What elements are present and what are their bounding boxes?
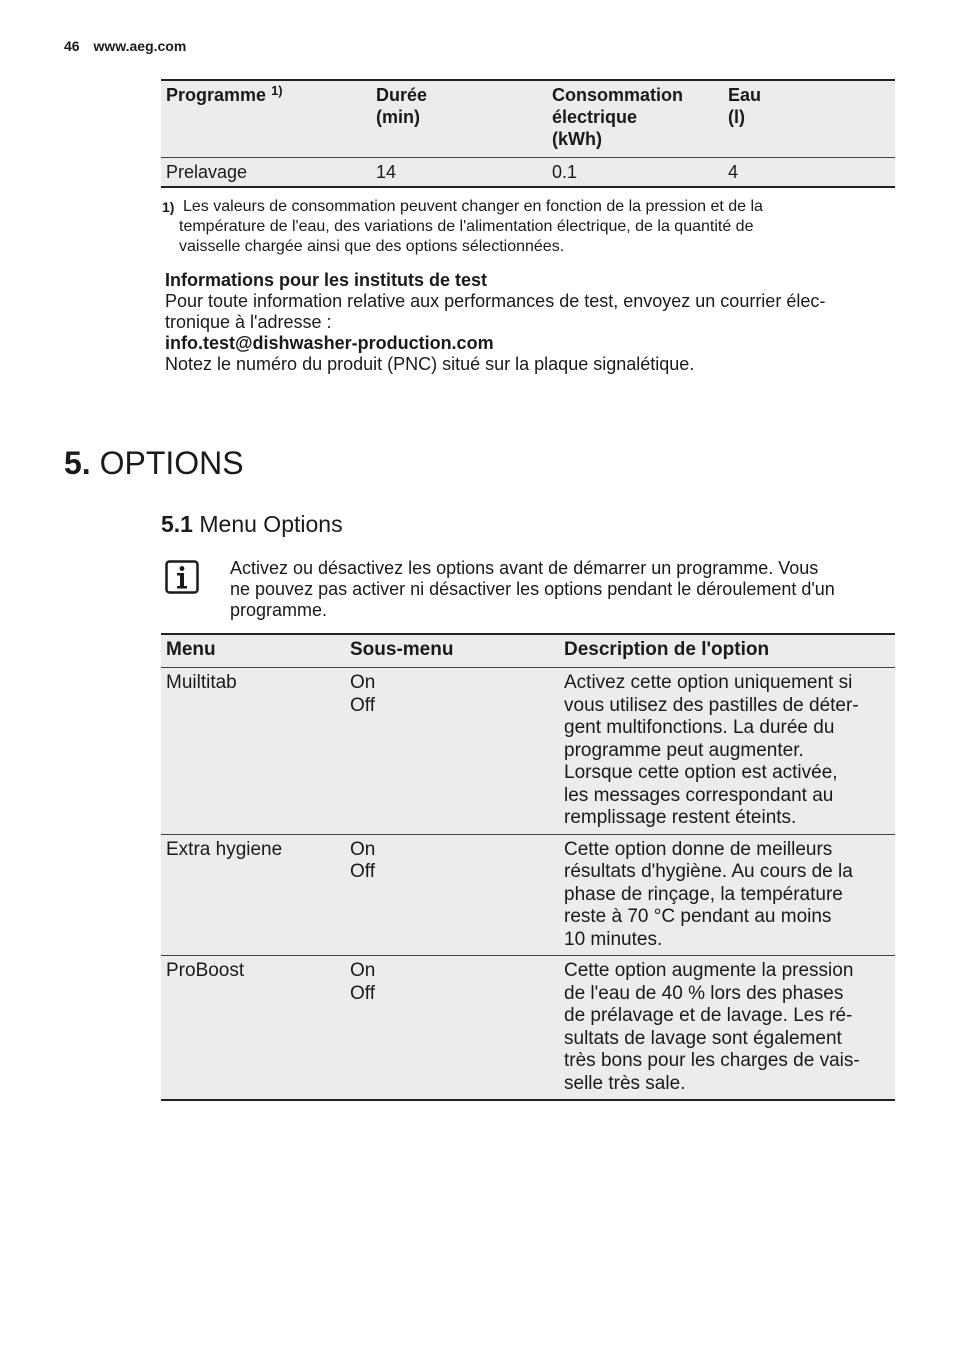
header-line: Durée bbox=[376, 85, 428, 105]
header-line: Eau bbox=[728, 85, 762, 105]
header-line: électrique bbox=[552, 107, 638, 127]
cell-description-line: Cette option donne de meilleurs bbox=[564, 838, 833, 860]
header-description: Description de l'option bbox=[564, 639, 770, 660]
footnote-line: température de l'eau, des variations de l'alimentation électrique, de la quantité de bbox=[179, 218, 754, 235]
cell-description-line: 10 minutes. bbox=[564, 928, 663, 950]
footnote bbox=[162, 197, 862, 257]
cell-consommation: 0.1 bbox=[552, 162, 578, 182]
header-line: (kWh) bbox=[552, 129, 602, 149]
cell-description-line: Activez cette option uniquement si bbox=[564, 672, 853, 693]
note-text bbox=[230, 558, 890, 621]
table-header-row bbox=[161, 634, 895, 668]
cell-description-line: remplissage restent éteints. bbox=[564, 807, 797, 828]
cell-menu-line: ProBoost bbox=[166, 960, 245, 981]
cell-sous-menu-line: On bbox=[350, 672, 376, 693]
cell-description bbox=[559, 834, 895, 956]
cell-sous-menu-line: On bbox=[350, 960, 376, 981]
footnote-mark: 1) bbox=[162, 199, 175, 215]
header-sous-menu: Sous-menu bbox=[350, 639, 454, 660]
cell-description-line: reste à 70 °C pendant au moins bbox=[564, 906, 832, 927]
table-row bbox=[161, 834, 895, 956]
cell-programme: Prelavage bbox=[166, 162, 248, 182]
page-number: 46 bbox=[64, 38, 80, 54]
table-row bbox=[161, 158, 895, 188]
page-header bbox=[64, 38, 186, 54]
subsection-number: 5.1 bbox=[161, 511, 193, 537]
footnote-line: Les valeurs de consommation peuvent changer en fonction de la pression et de la bbox=[183, 198, 763, 215]
cell-description-line: Cette option augmente la pression bbox=[564, 960, 854, 981]
cell-eau: 4 bbox=[728, 162, 739, 182]
cell-description-line: selle très sale. bbox=[564, 1072, 686, 1094]
cell-sous-menu bbox=[345, 834, 559, 956]
cell-sous-menu bbox=[345, 956, 559, 1101]
test-info-text: Pour toute information relative aux performances de test, envoyez un courrier élec- bbox=[165, 291, 826, 311]
test-info-email[interactable]: info.test@dishwasher-production.com bbox=[165, 333, 494, 353]
cell-description-line: vous utilisez des pastilles de déter- bbox=[564, 694, 859, 716]
cell-sous-menu-line: Off bbox=[350, 982, 375, 1004]
cell-menu bbox=[161, 668, 345, 835]
cell-menu-line: Muiltitab bbox=[166, 672, 237, 693]
section-number: 5. bbox=[64, 445, 91, 481]
cell-description bbox=[559, 668, 895, 835]
cell-menu-line: Extra hygiene bbox=[166, 838, 283, 860]
test-info-text: Notez le numéro du produit (PNC) situé sur la plaque signalétique. bbox=[165, 354, 695, 374]
consumption-table bbox=[161, 79, 895, 188]
subsection-title bbox=[161, 511, 343, 538]
cell-sous-menu-line: Off bbox=[350, 861, 375, 882]
cell-description-line: sultats de lavage sont également bbox=[564, 1027, 842, 1049]
table-header-row bbox=[161, 80, 895, 158]
footnote-line: vaisselle chargée ainsi que des options sélectionnées. bbox=[179, 238, 565, 255]
header-line: (l) bbox=[728, 107, 745, 127]
header-line: Consommation bbox=[552, 85, 684, 105]
subsection-title-text: Menu Options bbox=[199, 511, 343, 537]
options-table bbox=[161, 633, 895, 1101]
note-line: programme. bbox=[230, 600, 328, 620]
cell-menu bbox=[161, 834, 345, 956]
cell-description-line: de prélavage et de lavage. Les ré- bbox=[564, 1005, 853, 1026]
cell-sous-menu-line: Off bbox=[350, 694, 375, 716]
cell-description-line: Lorsque cette option est activée, bbox=[564, 762, 838, 783]
section-title bbox=[64, 445, 244, 482]
note-line: Activez ou désactivez les options avant de démarrer un programme. Vous bbox=[230, 558, 819, 578]
header-eau bbox=[723, 80, 895, 158]
section-title-text: OPTIONS bbox=[99, 445, 244, 481]
header-programme: Programme $^{1)}$ bbox=[166, 83, 283, 105]
test-info bbox=[165, 270, 885, 375]
cell-description-line: résultats d'hygiène. Au cours de la bbox=[564, 861, 853, 882]
cell-description-line: programme peut augmenter. bbox=[564, 739, 804, 761]
header-duree bbox=[371, 80, 547, 158]
test-info-heading: Informations pour les instituts de test bbox=[165, 270, 488, 290]
cell-sous-menu-line: On bbox=[350, 838, 376, 860]
cell-sous-menu bbox=[345, 668, 559, 835]
cell-duree: 14 bbox=[376, 162, 397, 182]
cell-menu bbox=[161, 956, 345, 1101]
cell-description-line: gent multifonctions. La durée du bbox=[564, 717, 835, 738]
test-info-text: tronique à l'adresse : bbox=[165, 312, 332, 332]
header-consommation bbox=[547, 80, 723, 158]
cell-description-line: les messages correspondant au bbox=[564, 784, 834, 806]
header-menu: Menu bbox=[166, 639, 216, 660]
info-icon bbox=[165, 560, 199, 594]
header-line: (min) bbox=[376, 107, 420, 127]
note-line: ne pouvez pas activer ni désactiver les options pendant le déroulement d'un bbox=[230, 579, 835, 599]
cell-description-line: très bons pour les charges de vais- bbox=[564, 1050, 860, 1071]
site-link[interactable]: www.aeg.com bbox=[93, 38, 187, 54]
table-row bbox=[161, 956, 895, 1101]
table-row bbox=[161, 668, 895, 835]
cell-description bbox=[559, 956, 895, 1101]
cell-description-line: de l'eau de 40 % lors des phases bbox=[564, 982, 844, 1004]
cell-description-line: phase de rinçage, la température bbox=[564, 883, 843, 905]
